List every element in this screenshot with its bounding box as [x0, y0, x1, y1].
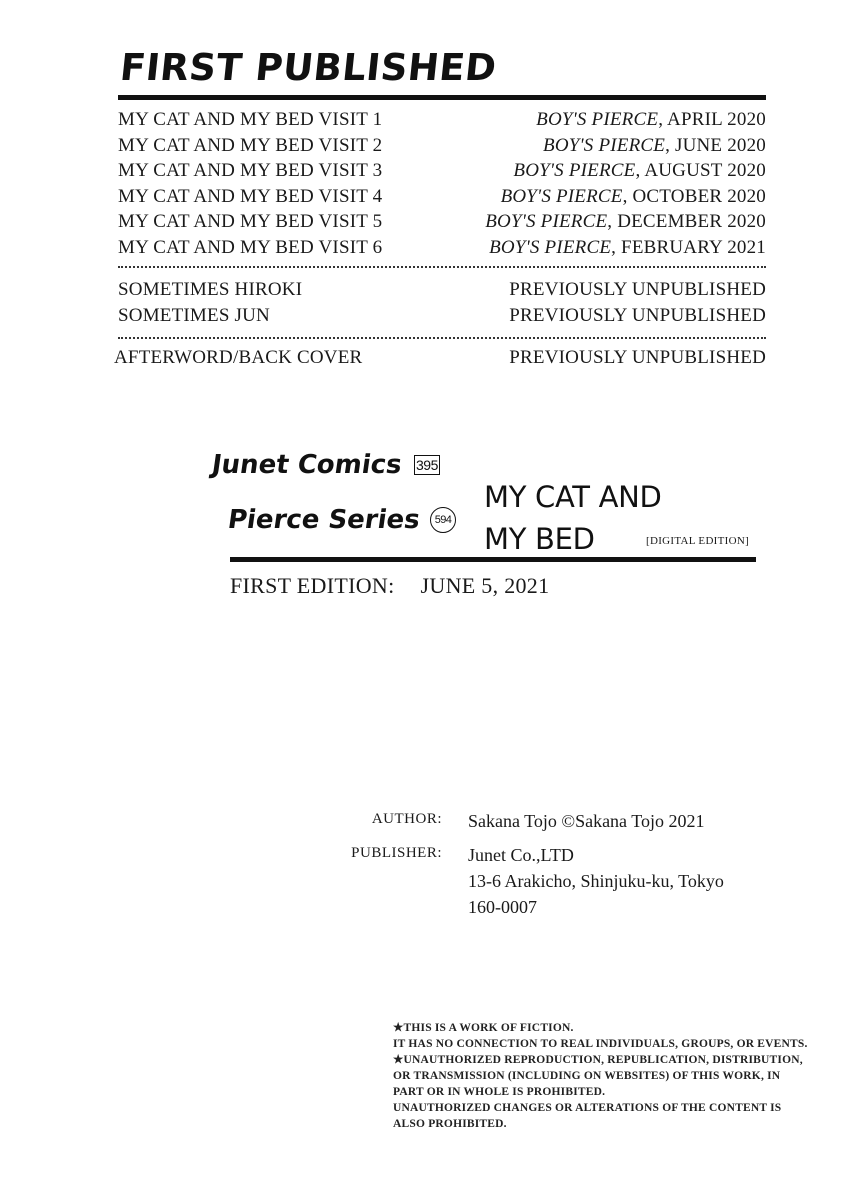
book-title-line-1: MY CAT AND — [484, 480, 662, 514]
magazine-name: BOY'S PIERCE — [485, 211, 608, 232]
credits — [336, 808, 808, 928]
author-label: AUTHOR: — [371, 811, 442, 827]
chapter-title: MY CAT AND MY BED VISIT 6 — [118, 236, 383, 258]
series-number: 594 — [430, 507, 456, 533]
extra-row — [118, 303, 766, 329]
chapter-title: MY CAT AND MY BED VISIT 5 — [118, 211, 383, 232]
afterword-row — [114, 345, 766, 371]
author-name: Sakana Tojo ©Sakana Tojo 2021 — [468, 811, 705, 831]
afterword-status: PREVIOUSLY UNPUBLISHED — [509, 347, 766, 368]
book-title-line-2: MY BED — [484, 522, 595, 556]
chapter-row — [118, 107, 766, 133]
chapter-source: BOY'S PIERCE, AUGUST 2020 — [513, 160, 766, 181]
issue-date: FEBRUARY 2021 — [621, 236, 766, 258]
imprint-number: 395 — [415, 457, 438, 473]
chapter-title: MY CAT AND MY BED VISIT 3 — [118, 160, 383, 181]
chapter-row — [118, 184, 766, 210]
edition-date: JUNE 5, 2021 — [420, 573, 550, 598]
issue-date: DECEMBER 2020 — [617, 211, 766, 232]
title-rule — [230, 557, 756, 562]
legal-notice — [393, 1020, 813, 1132]
publisher-address: 13-6 Arakicho, Shinjuku-ku, Tokyo — [468, 871, 724, 891]
publisher-name: Junet Co.,LTD — [468, 845, 574, 865]
edition-label: FIRST EDITION: — [230, 573, 395, 598]
magazine-name: BOY'S PIERCE — [536, 109, 659, 130]
chapter-row — [118, 158, 766, 184]
extras-list — [118, 277, 766, 328]
chapter-row — [118, 133, 766, 159]
magazine-name: BOY'S PIERCE — [500, 185, 623, 207]
imprint-label — [210, 450, 442, 480]
imprint-name: Junet Comics — [209, 450, 404, 480]
chapter-source: BOY'S PIERCE, APRIL 2020 — [536, 109, 766, 130]
publisher-postcode: 160-0007 — [468, 897, 537, 917]
afterword-title: AFTERWORD/BACK COVER — [114, 347, 363, 368]
series-label — [226, 505, 458, 535]
chapter-source: BOY'S PIERCE, FEBRUARY 2021 — [489, 236, 766, 258]
extra-title: SOMETIMES JUN — [118, 304, 270, 326]
page-heading: FIRST PUBLISHED — [118, 46, 499, 89]
issue-date: OCTOBER 2020 — [632, 185, 766, 207]
chapter-source: BOY'S PIERCE, JUNE 2020 — [543, 134, 766, 156]
chapter-list — [118, 107, 766, 260]
book-title — [484, 476, 662, 560]
publisher-label: PUBLISHER: — [351, 845, 442, 861]
edition-type: [DIGITAL EDITION] — [646, 535, 750, 547]
issue-date: JUNE 2020 — [675, 134, 766, 156]
extra-status: PREVIOUSLY UNPUBLISHED — [509, 279, 766, 300]
magazine-name: BOY'S PIERCE — [489, 236, 612, 258]
chapter-title: MY CAT AND MY BED VISIT 1 — [118, 109, 383, 130]
first-edition — [230, 573, 549, 599]
issue-date: APRIL 2020 — [667, 109, 766, 130]
chapter-title: MY CAT AND MY BED VISIT 2 — [118, 134, 383, 156]
publisher-info — [468, 842, 808, 920]
chapter-title: MY CAT AND MY BED VISIT 4 — [118, 185, 383, 207]
notice-line: IT HAS NO CONNECTION TO REAL INDIVIDUALS, GROUPS, OR EVENTS. — [393, 1038, 808, 1050]
extra-row — [118, 277, 766, 303]
author-row — [336, 808, 808, 834]
extra-status: PREVIOUSLY UNPUBLISHED — [509, 304, 766, 326]
magazine-name: BOY'S PIERCE — [513, 160, 636, 181]
publisher-row — [336, 842, 808, 920]
notice-line: UNAUTHORIZED CHANGES OR ALTERATIONS OF THE CONTENT IS ALSO PROHIBITED. — [393, 1102, 782, 1130]
extra-title: SOMETIMES HIROKI — [118, 279, 303, 300]
notice-line: ★UNAUTHORIZED REPRODUCTION, REPUBLICATION, DISTRIBUTION, OR TRANSMISSION (INCLUDING ON WEBSITES) OF THIS WORK, IN PART OR IN WHOLE IS PROHIBITED. — [393, 1054, 803, 1098]
chapter-row — [118, 235, 766, 261]
chapter-source: BOY'S PIERCE, DECEMBER 2020 — [485, 211, 766, 232]
dotted-divider — [118, 337, 766, 339]
notice-line: ★THIS IS A WORK OF FICTION. — [393, 1022, 574, 1034]
series-name: Pierce Series — [225, 505, 422, 535]
heading-rule — [118, 95, 766, 100]
dotted-divider — [118, 266, 766, 268]
magazine-name: BOY'S PIERCE — [543, 134, 666, 156]
afterword-list — [114, 345, 766, 371]
issue-date: AUGUST 2020 — [644, 160, 766, 181]
chapter-row — [118, 209, 766, 235]
chapter-source: BOY'S PIERCE, OCTOBER 2020 — [500, 185, 766, 207]
